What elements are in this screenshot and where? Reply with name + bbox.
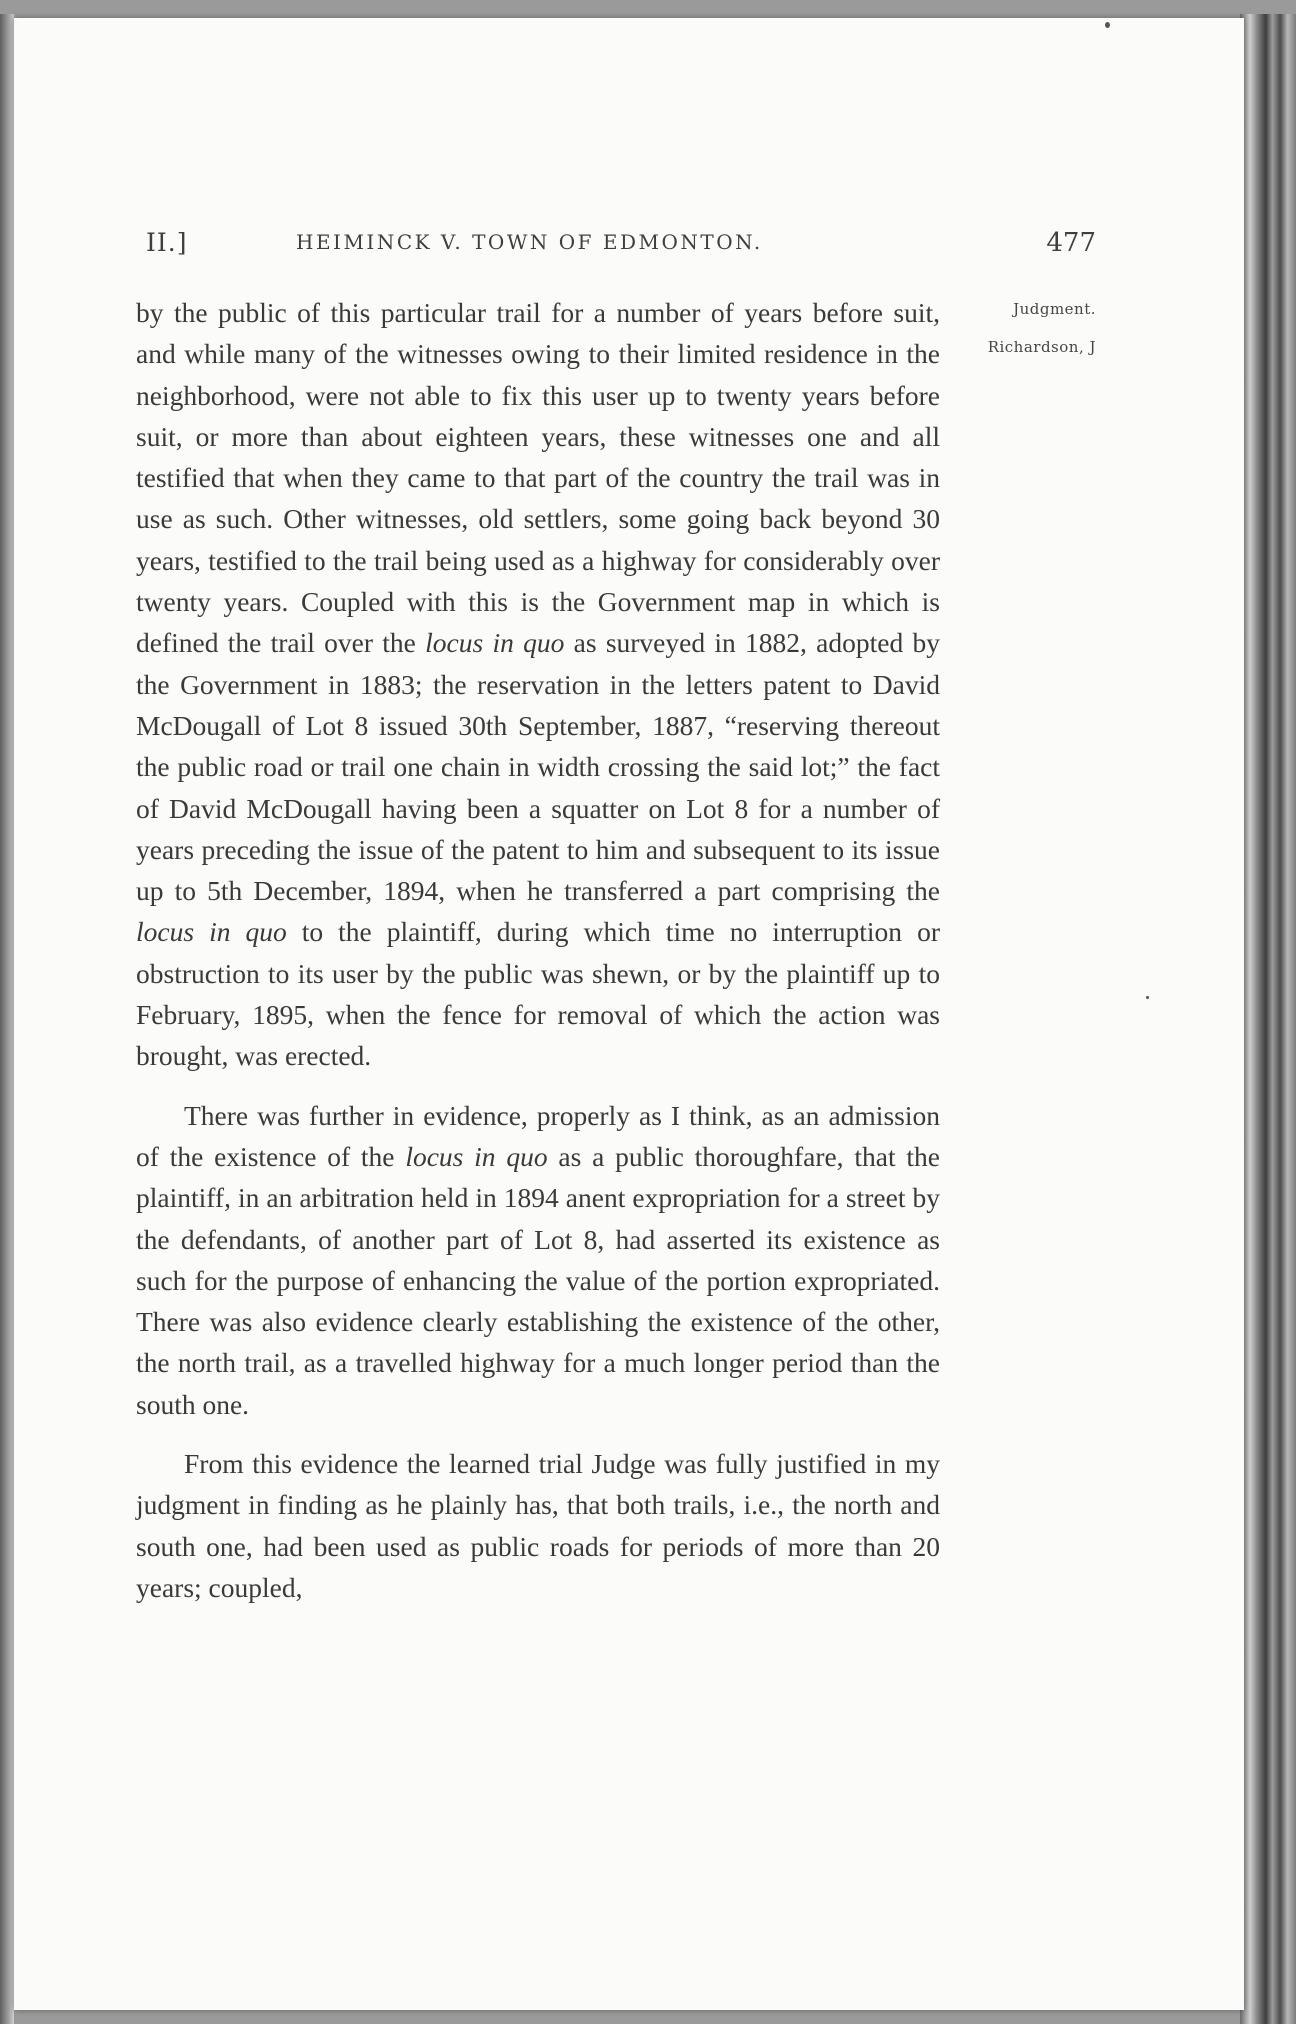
margin-note-judgment: Judgment. bbox=[1013, 300, 1096, 318]
paragraph bbox=[136, 1095, 940, 1425]
text-segment: by the public of this particular trail for a number of years before suit, and while many of the witnesses owing to their limited residence in the neighborhood, were not able to fix this user up to twenty years before suit, or more than about eighteen years, these witnesses one and all testified that when they came to that part of the country the trail was in use as such. Other witnesses, old settlers, some going back beyond 30 years, testified to the trail being used as a highway for considerably over twenty years. Coupled with this is the Government map in which is defined the trail over the bbox=[136, 297, 940, 659]
italic-text: locus in quo bbox=[405, 1140, 548, 1172]
book-edge bbox=[1240, 14, 1296, 2024]
running-header bbox=[146, 228, 1096, 264]
text-segment: as a public thoroughfare, that the plaintiff, in an arbitration held in 1894 anent expropriation for a street by the defendants, of another part of Lot 8, had asserted its existence as such for the purpose of enhancing the value of the portion expropriated. There was also evidence clearly establishing the existence of the other, the north trail, as a travelled highway for a much longer period than the south one. bbox=[136, 1140, 940, 1420]
scan-left-edge bbox=[0, 14, 14, 2024]
speck bbox=[1105, 22, 1110, 28]
running-title: HEIMINCK V. TOWN OF EDMONTON. bbox=[296, 230, 763, 254]
volume-number: II.] bbox=[146, 228, 188, 257]
speck bbox=[1146, 996, 1149, 999]
italic-text: locus in quo bbox=[425, 627, 565, 659]
text-segment: as surveyed in 1882, adopted by the Government in 1883; the reservation in the letters patent to David McDougall of Lot 8 issued 30th September, 1887, “reserving thereout the public road or trail one chain in width crossing the said lot;” the fact of David McDougall having been a squatter on Lot 8 for a number of years preceding the issue of the patent to him and subsequent to its issue up to 5th December, 1894, when he transferred a part comprising the bbox=[136, 627, 940, 907]
italic-text: locus in quo bbox=[136, 916, 287, 948]
page-number: 477 bbox=[1046, 228, 1096, 258]
paragraph bbox=[136, 292, 940, 1077]
text-segment: to the plaintiff, during which time no interruption or obstruction to its user by the public was shewn, or by the plaintiff up to February, 1895, when the fence for removal of which the action was brought, was erected. bbox=[136, 916, 940, 1072]
text-segment: From this evidence the learned trial Judge was fully justified in my judgment in finding as he plainly has, that both trails, i.e., the north and south one, had been used as public roads for periods of more than 20 years; coupled, bbox=[136, 1448, 940, 1603]
paragraph bbox=[136, 1443, 940, 1608]
text-segment: There was further in evidence, properly as I think, as an admission of the existence of the bbox=[136, 1099, 940, 1172]
margin-note-judge: Richardson, J bbox=[987, 338, 1096, 356]
body-text bbox=[136, 292, 940, 1608]
